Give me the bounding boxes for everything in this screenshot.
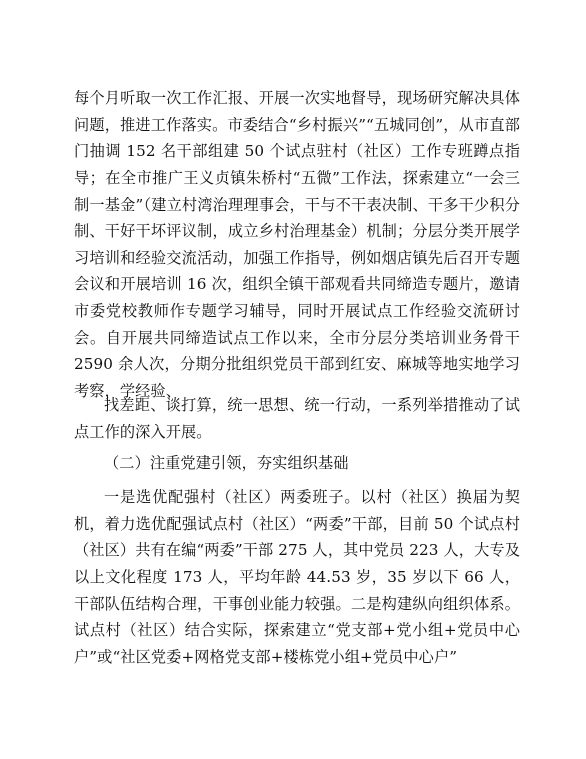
paragraph-2: 找差距、谈打算，统一思想、统一行动，一系列举措推动了试点工作的深入开展。 (74, 396, 520, 441)
section-heading: （二）注重党建引领，夯实组织基础 (104, 454, 349, 473)
paragraph-3: 一是选优配强村（社区）两委班子。以村（社区）换届为契机，着力选优配强试点村（社区）“两委”干部，目前 50 个试点村（社区）共有在编“两委”干部 275 人，其中党员 223 人，大专及以上文化程度 173 人，平均年龄 44.53 岁，35 岁以下 66 人，干部队伍结构合理，干事创业能力较强。二是构建纵向组织体系。试点村（社区）结合实际，探索建立“党支部+党小组+党员中心户”或“社区党委+网格党支部+楼栋党小组+党员中心户” (74, 488, 520, 666)
paragraph-1: 每个月听取一次工作汇报、开展一次实地督导，现场研究解决具体问题，推进工作落实。市委结合“乡村振兴”“五城同创”，从市直部门抽调 152 名干部组建 50 个试点驻村（社区）工作专班蹲点指导；在全市推广王义贞镇朱桥村“五微”工作法，探索建立“一会三制一基金”（建立村湾治理理事会，干与不干表决制、干多干少积分制、干好干坏评议制，成立乡村治理基金）机制；分层分类开展学习培训和经验交流活动，加强工作指导，例如烟店镇先后召开专题会议和开展培训 16 次，组织全镇干部观看共同缔造专题片，邀请市委党校教师作专题学习辅导，同时开展试点工作经验交流研讨会。自开展共同缔造试点工作以来，全市分层分类培训业务骨干 2590 余人次，分期分批组织党员干部到红安、麻城等地实地学习考察，学经验、 (74, 89, 520, 400)
